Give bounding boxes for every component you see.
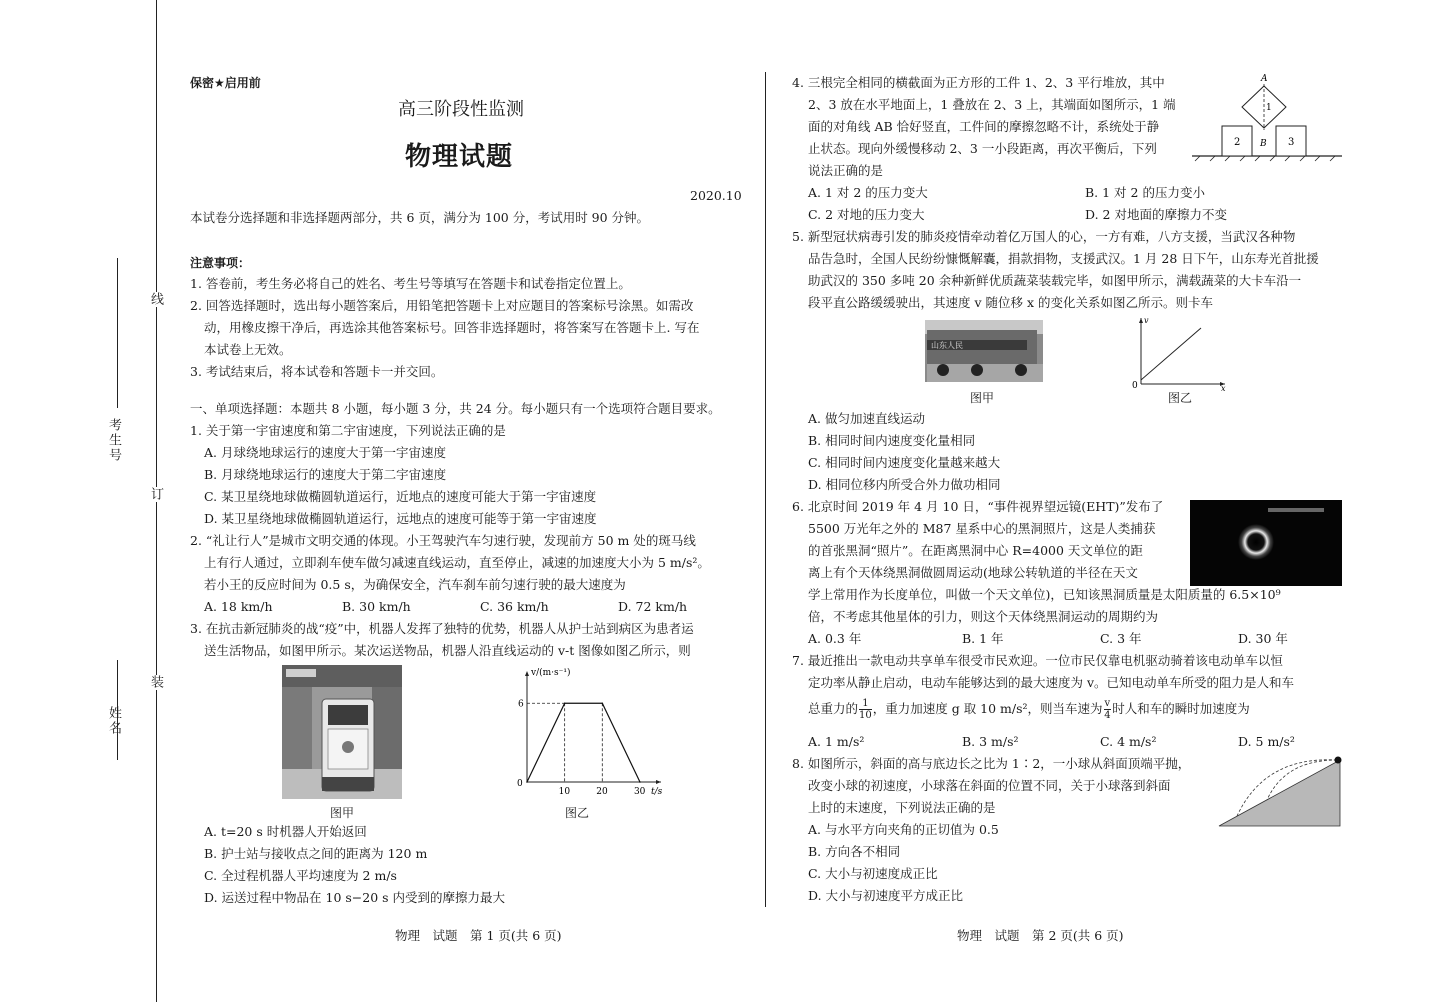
point-a-label: A: [1261, 74, 1268, 84]
q7-option-b: B. 3 m/s²: [962, 734, 1019, 749]
block-2-label: 2: [1234, 137, 1241, 148]
q6-option-c: C. 3 年: [1100, 631, 1142, 646]
x-axis-arrow: [656, 780, 661, 784]
frac2-den: 4: [1104, 710, 1111, 721]
q6-line-5: 学上常用作为长度单位，叫做一个天文单位)，已知该黑洞质量是太阳质量的 6.5×10⁹: [808, 587, 1281, 602]
margin-ding-label: 订: [148, 487, 163, 502]
q1-stem: 1. 关于第一宇宙速度和第二宇宙速度，下列说法正确的是: [190, 423, 506, 438]
q6-black-hole-photo: [1190, 500, 1342, 586]
q4-option-d: D. 2 对地面的摩擦力不变: [1085, 207, 1227, 222]
q8-line-3: 上时的末速度，下列说法正确的是: [808, 800, 996, 815]
axis-v-label: v: [1144, 316, 1149, 325]
ball: [1335, 757, 1342, 764]
notice-item-1: 1. 答卷前，考生务必将自己的姓名、考生号等填写在答题卡和试卷指定位置上。: [190, 276, 631, 291]
q7-option-a: A. 1 m/s²: [808, 734, 865, 749]
axis-x-label: x: [1221, 384, 1226, 392]
q4-stacked-blocks-diagram: [1190, 72, 1345, 162]
q4-line-3: 面的对角线 AB 恰好竖直，工件间的摩擦忽略不计，系统处于静: [808, 119, 1160, 134]
q5-line-3: 助武汉的 350 多吨 20 余种新鲜优质蔬菜装载完毕，如图甲所示，满载蔬菜的大卡车沿一: [808, 273, 1302, 288]
margin-exam-no-label: 考生号: [106, 418, 121, 463]
q8-line-1: 8. 如图所示，斜面的高与底边长之比为 1∶2，一小球从斜面顶端平抛，: [792, 756, 1191, 771]
origin-label: 0: [517, 779, 523, 789]
q6-option-a: A. 0.3 年: [808, 631, 862, 646]
y-axis-arrow: [525, 671, 529, 676]
q1-option-b: B. 月球绕地球运行的速度大于第二宇宙速度: [204, 467, 447, 482]
q6-line-2: 5500 万光年之外的 M87 星系中心的黑洞照片，这是人类捕获: [808, 521, 1156, 536]
q4-line-2: 2、3 放在水平地面上，1 叠放在 2、3 上，其端面如图所示，1 端: [808, 97, 1176, 112]
q1-option-a: A. 月球绕地球运行的速度大于第一宇宙速度: [204, 445, 446, 460]
q5-line-2: 品告急时，全国人民纷纷慷慨解囊，捐款捐物，支援武汉。1 月 28 日下午，山东寿光首批援: [808, 251, 1319, 266]
column-divider: [765, 72, 766, 907]
frac1-den: 10: [859, 710, 872, 721]
q5-fig-a-caption: 图甲: [970, 391, 995, 405]
q3-fig-b-caption: 图乙: [565, 806, 590, 820]
q5-option-b: B. 相同时间内速度变化量相同: [808, 433, 976, 448]
q3-option-c: C. 全过程机器人平均速度为 2 m/s: [204, 868, 397, 883]
q8-line-2: 改变小球的初速度，小球落在斜面的位置不同，关于小球落到斜面: [808, 778, 1171, 793]
vt-point-3: [639, 781, 641, 783]
q5-line-4: 段平直公路缓缓驶出，其速度 v 随位移 x 的变化关系如图乙所示。则卡车: [808, 295, 1214, 310]
confidential-label: 保密★启用前: [190, 76, 261, 90]
margin-name-label: 姓名: [106, 706, 121, 736]
q3-vt-chart: [505, 665, 665, 800]
vt-point-1: [564, 702, 566, 704]
q6-line-1: 6. 北京时间 2019 年 4 月 10 日，“事件视界望远镜(EHT)”发布了: [792, 499, 1164, 514]
block-3-label: 3: [1288, 137, 1295, 148]
q3-fig-a-caption: 图甲: [330, 806, 355, 820]
notice-item-2c: 本试卷上无效。: [204, 342, 292, 357]
section-heading: 一、单项选择题：本题共 8 小题，每小题 3 分，共 24 分。每小题只有一个选项符合题目要求。: [190, 401, 721, 416]
q6-line-4: 离上有个天体绕黑洞做圆周运动(地球公转轨道的半径在天文: [808, 565, 1138, 580]
x-tick-10: 10: [558, 787, 571, 797]
q6-option-d: D. 30 年: [1238, 631, 1288, 646]
q2-line-1: 2. “礼让行人”是城市文明交通的体现。小王驾驶汽车匀速行驶，发现前方 50 m 处的斑马线: [190, 533, 696, 548]
exam-intro: 本试卷分选择题和非选择题两部分，共 6 页，满分为 100 分，考试用时 90 分钟。: [190, 210, 650, 225]
q4-option-c: C. 2 对地的压力变大: [808, 207, 925, 222]
notice-title: 注意事项：: [190, 256, 251, 270]
q8-slope-diagram: [1215, 752, 1345, 830]
q3-option-a: A. t=20 s 时机器人开始返回: [204, 824, 367, 839]
q7-line-3-pre: 总重力的: [808, 701, 859, 716]
margin-xian-label: 线: [148, 292, 163, 307]
exam-no-underline: [117, 258, 118, 408]
exam-date: 2020.10: [690, 188, 742, 203]
fraction-v-over-4: [1104, 698, 1112, 721]
q5-option-d: D. 相同位移内所受合外力做功相同: [808, 477, 1001, 492]
q7-option-c: C. 4 m/s²: [1100, 734, 1157, 749]
q5-v-x-graph: [1125, 314, 1230, 392]
q6-line-3: 的首张黑洞“照片”。在距离黑洞中心 R=4000 天文单位的距: [808, 543, 1143, 558]
q1-option-c: C. 某卫星绕地球做椭圆轨道运行，近地点的速度可能大于第一宇宙速度: [204, 489, 597, 504]
notice-item-2a: 2. 回答选择题时，选出每小题答案后，用铅笔把答题卡上对应题目的答案标号涂黑。如需改: [190, 298, 694, 313]
q3-line-2: 送生活物品，如图甲所示。某次运送物品，机器人沿直线运动的 v-t 图像如图乙所示，则: [204, 643, 691, 658]
truck-banner-text: 山东人民: [931, 341, 963, 350]
origin-label: 0: [1132, 381, 1138, 391]
q5-option-c: C. 相同时间内速度变化量越来越大: [808, 455, 1001, 470]
q8-option-d: D. 大小与初速度平方成正比: [808, 888, 964, 903]
q6-option-b: B. 1 年: [962, 631, 1004, 646]
q7-line-2: 定功率从静止启动，电动车能够达到的最大速度为 v。已知电动单车所受的阻力是人和车: [808, 675, 1295, 690]
q2-option-c: C. 36 km/h: [480, 599, 549, 614]
q5-option-a: A. 做匀加速直线运动: [808, 411, 925, 426]
q6-line-6: 倍，不考虑其他星体的引力，则这个天体绕黑洞运动的周期约为: [808, 609, 1159, 624]
exam-name: 高三阶段性监测: [398, 99, 524, 120]
q8-option-a: A. 与水平方向夹角的正切值为 0.5: [808, 822, 999, 837]
vt-point-2: [601, 702, 603, 704]
x-axis-label: t/s: [651, 787, 663, 797]
q3-option-b: B. 护士站与接收点之间的距离为 120 m: [204, 846, 428, 861]
q2-option-b: B. 30 km/h: [342, 599, 411, 614]
q2-line-2: 上有行人通过，立即刹车使车做匀减速直线运动，直至停止，减速的加速度大小为 5 m/s²。: [204, 555, 710, 570]
block-1-label: 1: [1266, 103, 1272, 113]
q4-line-1: 4. 三根完全相同的横截面为正方形的工件 1、2、3 平行堆放，其中: [792, 75, 1165, 90]
point-b-label: B: [1260, 139, 1267, 149]
q2-line-3: 若小王的反应时间为 0.5 s，为确保安全，汽车刹车前匀速行驶的最大速度为: [204, 577, 626, 592]
page-footer-1: 物理 试题 第 1 页(共 6 页): [395, 928, 562, 943]
notice-item-3: 3. 考试结束后，将本试卷和答题卡一并交回。: [190, 364, 444, 379]
fraction-one-tenth: [859, 698, 872, 721]
q5-line-1: 5. 新型冠状病毒引发的肺炎疫情牵动着亿万国人的心，一方有难，八方支援，当武汉各种物: [792, 229, 1296, 244]
q8-option-b: B. 方向各不相同: [808, 844, 901, 859]
q7-line-3-mid: ，重力加速度 g 取 10 m/s²，则当车速为: [872, 701, 1103, 716]
q8-option-c: C. 大小与初速度成正比: [808, 866, 938, 881]
q1-option-d: D. 某卫星绕地球做椭圆轨道运行，远地点的速度可能等于第一宇宙速度: [204, 511, 597, 526]
x-tick-30: 30: [633, 787, 646, 797]
q7-line-3: [808, 698, 1250, 721]
frac2-num: v: [1104, 698, 1111, 709]
notice-item-2b: 动，用橡皮擦干净后，再选涂其他答案标号。回答非选择题时，将答案写在答题卡上. 写在: [204, 320, 700, 335]
q3-line-1: 3. 在抗击新冠肺炎的战“疫”中，机器人发挥了独特的优势，机器人从护士站到病区为患者运: [190, 621, 694, 636]
margin-zhuang-label: 装: [148, 675, 163, 690]
q2-option-d: D. 72 km/h: [618, 599, 688, 614]
page-title: 物理试题: [405, 142, 514, 172]
q5-truck-photo: [925, 320, 1043, 382]
page-footer-2: 物理 试题 第 2 页(共 6 页): [957, 928, 1124, 943]
y-axis-label: v/(m·s⁻¹): [531, 668, 571, 678]
q4-option-b: B. 1 对 2 的压力变小: [1085, 185, 1205, 200]
q2-option-a: A. 18 km/h: [204, 599, 273, 614]
q7-line-1: 7. 最近推出一款电动共享单车很受市民欢迎。一位市民仅靠电机驱动骑着该电动单车以恒: [792, 653, 1283, 668]
vt-series-line: [527, 703, 640, 782]
frac1-num: 1: [859, 698, 872, 710]
ground-hatch: [1195, 156, 1335, 161]
q3-robot-photo: [282, 665, 402, 799]
x-tick-20: 20: [596, 787, 608, 797]
q3-option-d: D. 运送过程中物品在 10 s−20 s 内受到的摩擦力最大: [204, 890, 506, 905]
q4-line-5: 说法正确的是: [808, 163, 884, 178]
q4-option-a: A. 1 对 2 的压力变大: [808, 185, 928, 200]
q4-line-4: 止状态。现向外缓慢移动 2、3 一小段距离，再次平衡后，下列: [808, 141, 1157, 156]
vt-point-0: [526, 781, 528, 783]
q7-option-d: D. 5 m/s²: [1238, 734, 1295, 749]
y-tick-6: 6: [518, 699, 524, 710]
q5-fig-b-caption: 图乙: [1168, 391, 1193, 405]
q7-line-3-post: 时人和车的瞬时加速度为: [1112, 701, 1250, 716]
